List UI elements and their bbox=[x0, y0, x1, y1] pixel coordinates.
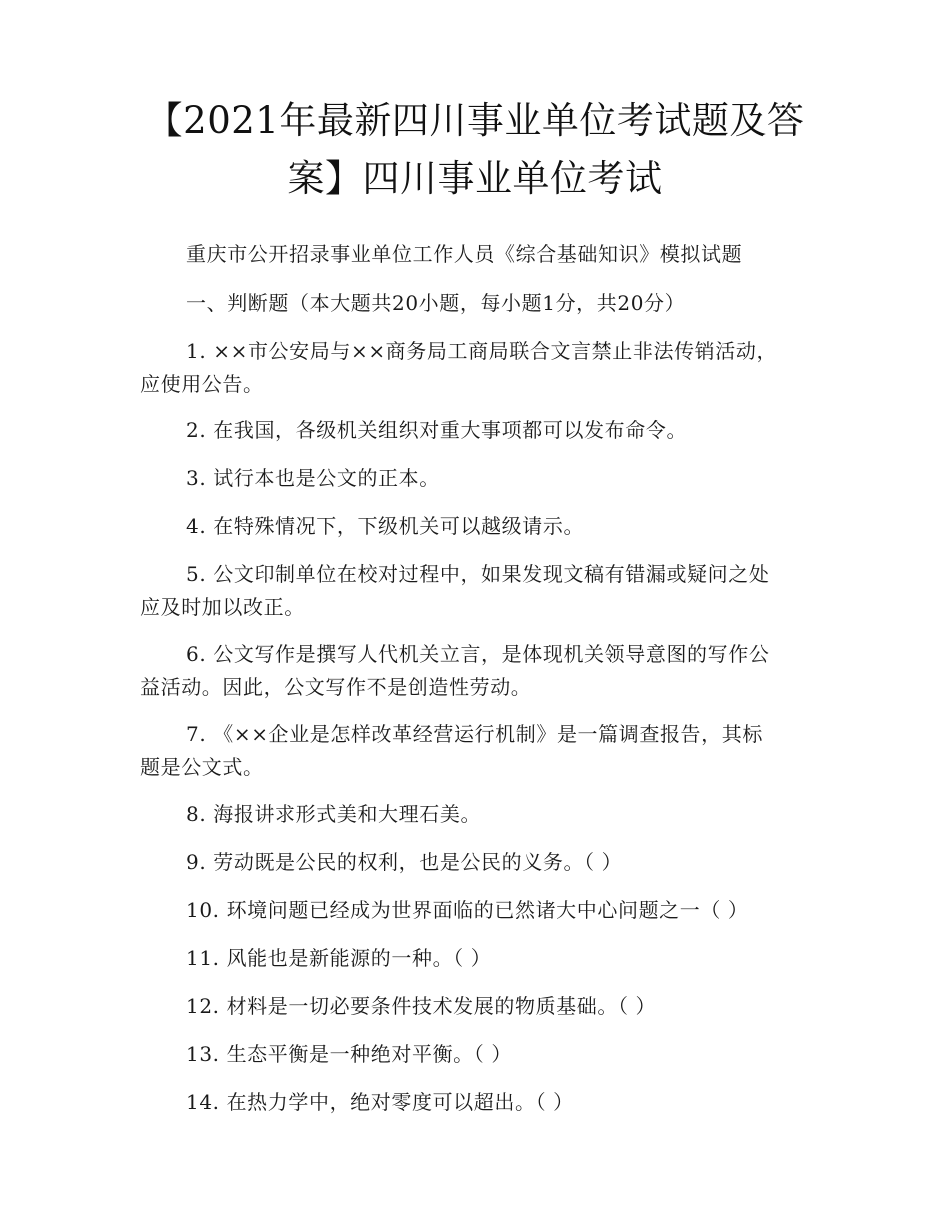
question-11: 11. 风能也是新能源的一种。（ ） bbox=[186, 946, 492, 970]
question-4: 4. 在特殊情况下，下级机关可以越级请示。 bbox=[186, 514, 585, 538]
title-line-1: 【2021年最新四川事业单位考试题及答 bbox=[145, 99, 805, 142]
question-2: 2. 在我国，各级机关组织对重大事项都可以发布命令。 bbox=[186, 418, 688, 442]
question-12: 12. 材料是一切必要条件技术发展的物质基础。（ ） bbox=[186, 994, 657, 1018]
exam-subtitle: 重庆市公开招录事业单位工作人员《综合基础知识》模拟试题 bbox=[186, 242, 743, 266]
question-6-line-2: 益活动。因此，公文写作不是创造性劳动。 bbox=[140, 675, 532, 699]
question-1-line-1: 1. ××市公安局与××商务局工商局联合文言禁止非法传销活动， bbox=[186, 339, 778, 363]
question-6-line-1: 6. 公文写作是撰写人代机关立言，是体现机关领导意图的写作公 bbox=[186, 642, 770, 666]
document-title bbox=[100, 92, 850, 208]
question-5-line-2: 应及时加以改正。 bbox=[140, 595, 305, 619]
question-9: 9. 劳动既是公民的权利，也是公民的义务。（ ） bbox=[186, 850, 623, 874]
question-10: 10. 环境问题已经成为世界面临的已然诸大中心问题之一（ ） bbox=[186, 898, 749, 922]
question-7-line-2: 题是公文式。 bbox=[140, 755, 264, 779]
title-line-2: 案】四川事业单位考试 bbox=[287, 157, 663, 200]
question-13: 13. 生态平衡是一种绝对平衡。（ ） bbox=[186, 1042, 512, 1066]
question-5-line-1: 5. 公文印制单位在校对过程中，如果发现文稿有错漏或疑问之处 bbox=[186, 562, 770, 586]
question-3: 3. 试行本也是公文的正本。 bbox=[186, 466, 440, 490]
section-heading: 一、判断题（本大题共20小题，每小题1分，共20分） bbox=[186, 291, 686, 315]
question-1-line-2: 应使用公告。 bbox=[140, 372, 264, 396]
question-8: 8. 海报讲求形式美和大理石美。 bbox=[186, 802, 482, 826]
question-7-line-1: 7. 《××企业是怎样改革经营运行机制》是一篇调查报告，其标 bbox=[186, 722, 763, 746]
question-14: 14. 在热力学中，绝对零度可以超出。（ ） bbox=[186, 1090, 574, 1114]
